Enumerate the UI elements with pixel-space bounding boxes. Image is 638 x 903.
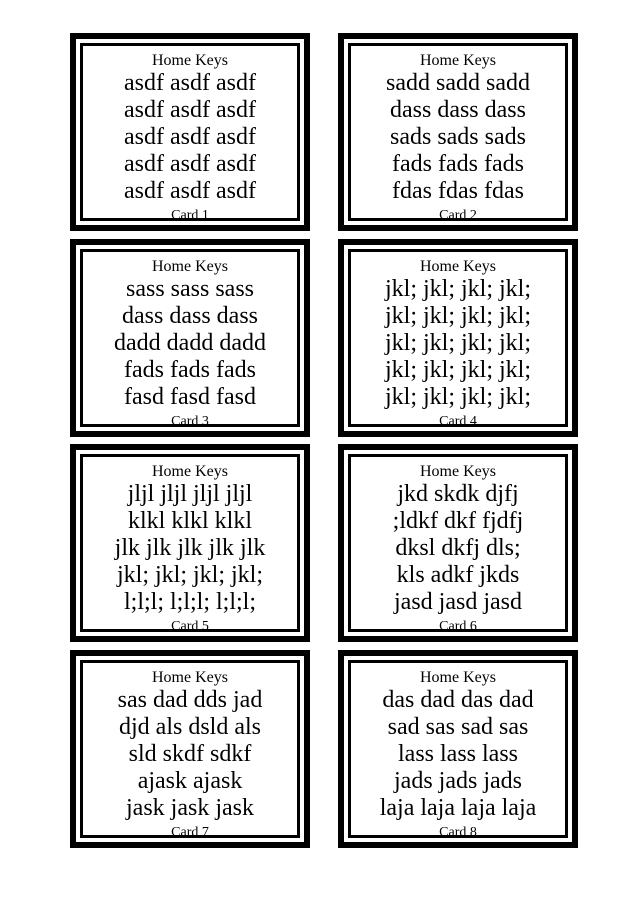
card-heading: Home Keys: [420, 463, 496, 480]
card-number: Card 8: [439, 825, 477, 840]
practice-line: jkl; jkl; jkl; jkl;: [384, 276, 531, 302]
practice-line: dksl dkfj dls;: [395, 535, 521, 561]
card-8: [338, 650, 578, 848]
card-5: [70, 444, 310, 642]
card-4: [338, 239, 578, 437]
card-6: [338, 444, 578, 642]
card-3: [70, 239, 310, 437]
practice-line: klkl klkl klkl: [127, 508, 252, 534]
practice-line: jask jask jask: [126, 795, 254, 821]
card-heading: Home Keys: [420, 669, 496, 686]
card-number: Card 2: [439, 208, 477, 223]
practice-line: jlk jlk jlk jlk jlk: [114, 535, 266, 561]
card-8-frame: [348, 660, 568, 838]
card-number: Card 4: [439, 414, 477, 429]
card-heading: Home Keys: [152, 52, 228, 69]
card-number: Card 7: [171, 825, 209, 840]
practice-line: jads jads jads: [394, 768, 522, 794]
practice-line: lass lass lass: [398, 741, 518, 767]
card-4-frame: [348, 249, 568, 427]
practice-line: asdf asdf asdf: [124, 70, 256, 96]
practice-line: jkl; jkl; jkl; jkl;: [116, 562, 263, 588]
practice-line: fads fads fads: [392, 151, 524, 177]
practice-line: jkd skdk djfj: [397, 481, 519, 507]
practice-line: sadd sadd sadd: [386, 70, 530, 96]
practice-line: sad sas sad sas: [387, 714, 529, 740]
practice-line: das dad das dad: [382, 687, 534, 713]
card-number: Card 1: [171, 208, 209, 223]
practice-line: sads sads sads: [389, 124, 526, 150]
card-lines: [115, 481, 266, 616]
card-heading: Home Keys: [420, 52, 496, 69]
practice-line: jkl; jkl; jkl; jkl;: [384, 303, 531, 329]
practice-line: asdf asdf asdf: [124, 151, 256, 177]
practice-line: dadd dadd dadd: [114, 330, 266, 356]
practice-line: jkl; jkl; jkl; jkl;: [384, 384, 531, 410]
practice-line: asdf asdf asdf: [124, 97, 256, 123]
practice-line: sld skdf sdkf: [128, 741, 252, 767]
card-heading: Home Keys: [420, 258, 496, 275]
practice-line: djd als dsld als: [119, 714, 261, 740]
card-heading: Home Keys: [152, 463, 228, 480]
card-7-frame: [80, 660, 300, 838]
practice-line: fads fads fads: [124, 357, 256, 383]
card-1-frame: [80, 43, 300, 221]
practice-line: fdas fdas fdas: [392, 178, 524, 204]
practice-line: dass dass dass: [389, 97, 526, 123]
practice-line: jljl jljl jljl jljl: [127, 481, 253, 507]
card-lines: [114, 276, 266, 411]
practice-line: sas dad dds jad: [117, 687, 263, 713]
card-1: [70, 33, 310, 231]
practice-line: l;l;l; l;l;l; l;l;l;: [123, 589, 257, 615]
card-number: Card 5: [171, 619, 209, 634]
practice-line: fasd fasd fasd: [124, 384, 256, 410]
card-heading: Home Keys: [152, 669, 228, 686]
card-6-frame: [348, 454, 568, 632]
practice-line: laja laja laja laja: [379, 795, 537, 821]
card-number: Card 6: [439, 619, 477, 634]
card-lines: [386, 70, 530, 205]
practice-line: dass dass dass: [122, 303, 258, 329]
card-heading: Home Keys: [152, 258, 228, 275]
practice-line: jasd jasd jasd: [394, 589, 522, 615]
practice-line: ajask ajask: [137, 768, 243, 794]
card-lines: [380, 687, 537, 822]
practice-line: sass sass sass: [125, 276, 254, 302]
practice-line: ;ldkf dkf fjdfj: [392, 508, 524, 534]
card-2: [338, 33, 578, 231]
card-2-frame: [348, 43, 568, 221]
card-3-frame: [80, 249, 300, 427]
card-number: Card 3: [171, 414, 209, 429]
practice-line: kls adkf jkds: [396, 562, 520, 588]
card-5-frame: [80, 454, 300, 632]
practice-line: jkl; jkl; jkl; jkl;: [384, 330, 531, 356]
practice-line: asdf asdf asdf: [124, 124, 256, 150]
card-lines: [118, 687, 263, 822]
card-lines: [124, 70, 256, 205]
card-lines: [393, 481, 524, 616]
practice-line: jkl; jkl; jkl; jkl;: [384, 357, 531, 383]
card-7: [70, 650, 310, 848]
practice-line: asdf asdf asdf: [124, 178, 256, 204]
card-lines: [385, 276, 531, 411]
